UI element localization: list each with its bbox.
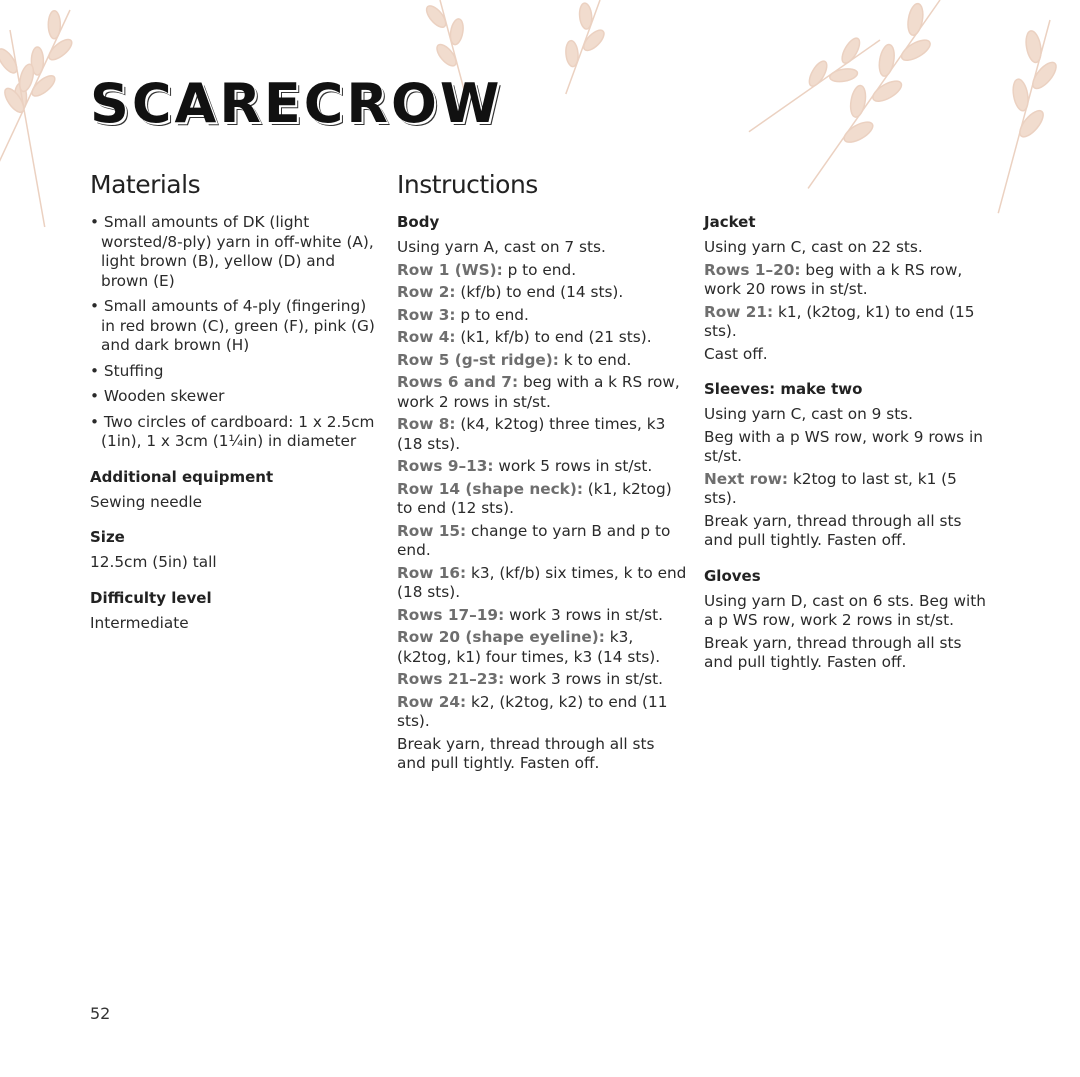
instruction-line xyxy=(397,457,687,477)
instruction-line xyxy=(704,405,994,425)
row-label: Row 5 (g-st ridge): xyxy=(397,350,559,369)
row-text: Using yarn D, cast on 6 sts. Beg with a p WS row, work 2 rows in st/st. xyxy=(704,591,986,629)
jacket-lines xyxy=(704,238,994,364)
body-lines xyxy=(397,238,687,774)
row-text: p to end. xyxy=(455,305,529,324)
instruction-line xyxy=(397,628,687,667)
row-label: Row 4: xyxy=(397,328,456,346)
row-text: beg with a k RS row, work 2 rows in st/st. xyxy=(397,373,680,411)
instruction-line xyxy=(397,306,687,326)
size-text: 12.5cm (5in) tall xyxy=(90,553,217,571)
list-item: • Small amounts of DK (light worsted/8-ply) yarn in off-white (A), light brown (B), yellow (D) and brown (E) xyxy=(90,213,375,291)
instruction-line xyxy=(704,470,994,509)
row-text: work 5 rows in st/st. xyxy=(493,457,653,475)
row-text: (k1, kf/b) to end (21 sts). xyxy=(455,328,652,346)
gloves-lines xyxy=(704,592,994,673)
row-text: (k1, k2tog) to end (12 sts). xyxy=(397,479,672,517)
instruction-line xyxy=(704,261,994,300)
list-item: • Small amounts of 4-ply (fingering) in red brown (C), green (F), pink (G) and dark brown (H) xyxy=(90,297,375,356)
row-text: Using yarn C, cast on 22 sts. xyxy=(704,238,923,256)
instructions-column xyxy=(397,170,687,777)
row-text: k to end. xyxy=(558,350,632,369)
list-item: • Two circles of cardboard: 1 x 2.5cm (1in), 1 x 3cm (1¼in) in diameter xyxy=(90,413,375,452)
row-label: Row 2: xyxy=(397,283,456,301)
page-number: 52 xyxy=(90,1004,111,1023)
body-heading: Body xyxy=(397,213,440,231)
row-text: k1, (k2tog, k1) to end (15 sts). xyxy=(704,302,975,340)
list-item: • Wooden skewer xyxy=(90,387,375,407)
row-label: Rows 6 and 7: xyxy=(397,373,519,391)
instruction-line xyxy=(704,428,994,467)
instruction-line xyxy=(704,592,994,631)
instruction-line xyxy=(397,480,687,519)
gloves-heading: Gloves xyxy=(704,566,761,585)
difficulty-text: Intermediate xyxy=(90,613,189,632)
row-label: Row 20 (shape eyeline): xyxy=(397,628,605,646)
row-text: k2, (k2tog, k2) to end (11 sts). xyxy=(397,692,668,730)
row-text: k2tog to last st, k1 (5 sts). xyxy=(704,469,957,507)
instruction-line xyxy=(397,735,687,774)
instruction-line xyxy=(704,634,994,673)
instruction-line xyxy=(397,351,687,371)
row-label: Row 21: xyxy=(704,302,774,321)
row-label: Row 24: xyxy=(397,692,467,711)
row-text: work 3 rows in st/st. xyxy=(504,605,663,624)
materials-heading: Materials xyxy=(90,170,201,199)
instruction-line xyxy=(397,328,687,348)
row-label: Next row: xyxy=(704,469,788,488)
row-text: Cast off. xyxy=(704,344,768,363)
instruction-line xyxy=(704,238,994,258)
row-label: Rows 9–13: xyxy=(397,457,494,475)
row-label: Rows 1–20: xyxy=(704,260,801,279)
row-text: change to yarn B and p to end. xyxy=(397,521,671,559)
additional-equipment-text: Sewing needle xyxy=(90,492,203,511)
instruction-line xyxy=(704,345,994,365)
sleeves-lines xyxy=(704,405,994,551)
row-label: Row 3: xyxy=(397,305,456,324)
instruction-line xyxy=(397,522,687,561)
instruction-line xyxy=(397,373,687,412)
difficulty-heading: Difficulty level xyxy=(90,588,212,607)
row-text: Beg with a p WS row, work 9 rows in st/st. xyxy=(704,427,983,465)
row-label: Row 8: xyxy=(397,415,456,433)
list-item: • Stuffing xyxy=(90,362,375,382)
instruction-line xyxy=(397,564,687,603)
instruction-line xyxy=(704,303,994,342)
additional-equipment-heading: Additional equipment xyxy=(90,467,274,486)
row-text: k3, (kf/b) six times, k to end (18 sts). xyxy=(397,563,687,601)
instructions-column-2 xyxy=(704,170,994,676)
row-label: Row 14 (shape neck): xyxy=(397,479,583,498)
instruction-line xyxy=(397,693,687,732)
row-label: Rows 17–19: xyxy=(397,605,505,624)
row-text: p to end. xyxy=(502,260,577,279)
row-text: Break yarn, thread through all sts and pull tightly. Fasten off. xyxy=(397,734,655,772)
row-text: Break yarn, thread through all sts and pull tightly. Fasten off. xyxy=(704,511,962,549)
size-heading: Size xyxy=(90,528,125,546)
instruction-line xyxy=(397,606,687,626)
instruction-line xyxy=(397,283,687,303)
materials-list xyxy=(90,213,375,452)
instruction-line xyxy=(704,512,994,551)
row-text: Using yarn C, cast on 9 sts. xyxy=(704,405,914,423)
materials-column xyxy=(90,170,375,636)
instruction-line xyxy=(397,670,687,690)
instruction-line xyxy=(397,415,687,454)
jacket-heading: Jacket xyxy=(704,213,756,231)
row-text: Using yarn A, cast on 7 sts. xyxy=(397,238,606,256)
row-text: work 3 rows in st/st. xyxy=(504,670,663,688)
instructions-heading: Instructions xyxy=(397,170,538,199)
row-text: k3, (k2tog, k1) four times, k3 (14 sts). xyxy=(397,628,661,666)
page-title: SCARECROW xyxy=(90,72,503,135)
instruction-line xyxy=(397,261,687,281)
row-label: Row 15: xyxy=(397,521,467,540)
sleeves-heading: Sleeves: make two xyxy=(704,380,863,398)
row-label: Row 16: xyxy=(397,563,467,582)
row-text: (kf/b) to end (14 sts). xyxy=(455,283,624,301)
row-text: beg with a k RS row, work 20 rows in st/st. xyxy=(704,260,963,298)
instruction-line xyxy=(397,238,687,258)
row-text: Break yarn, thread through all sts and pull tightly. Fasten off. xyxy=(704,633,962,671)
row-label: Row 1 (WS): xyxy=(397,260,503,279)
row-label: Rows 21–23: xyxy=(397,670,505,688)
row-text: (k4, k2tog) three times, k3 (18 sts). xyxy=(397,415,666,453)
